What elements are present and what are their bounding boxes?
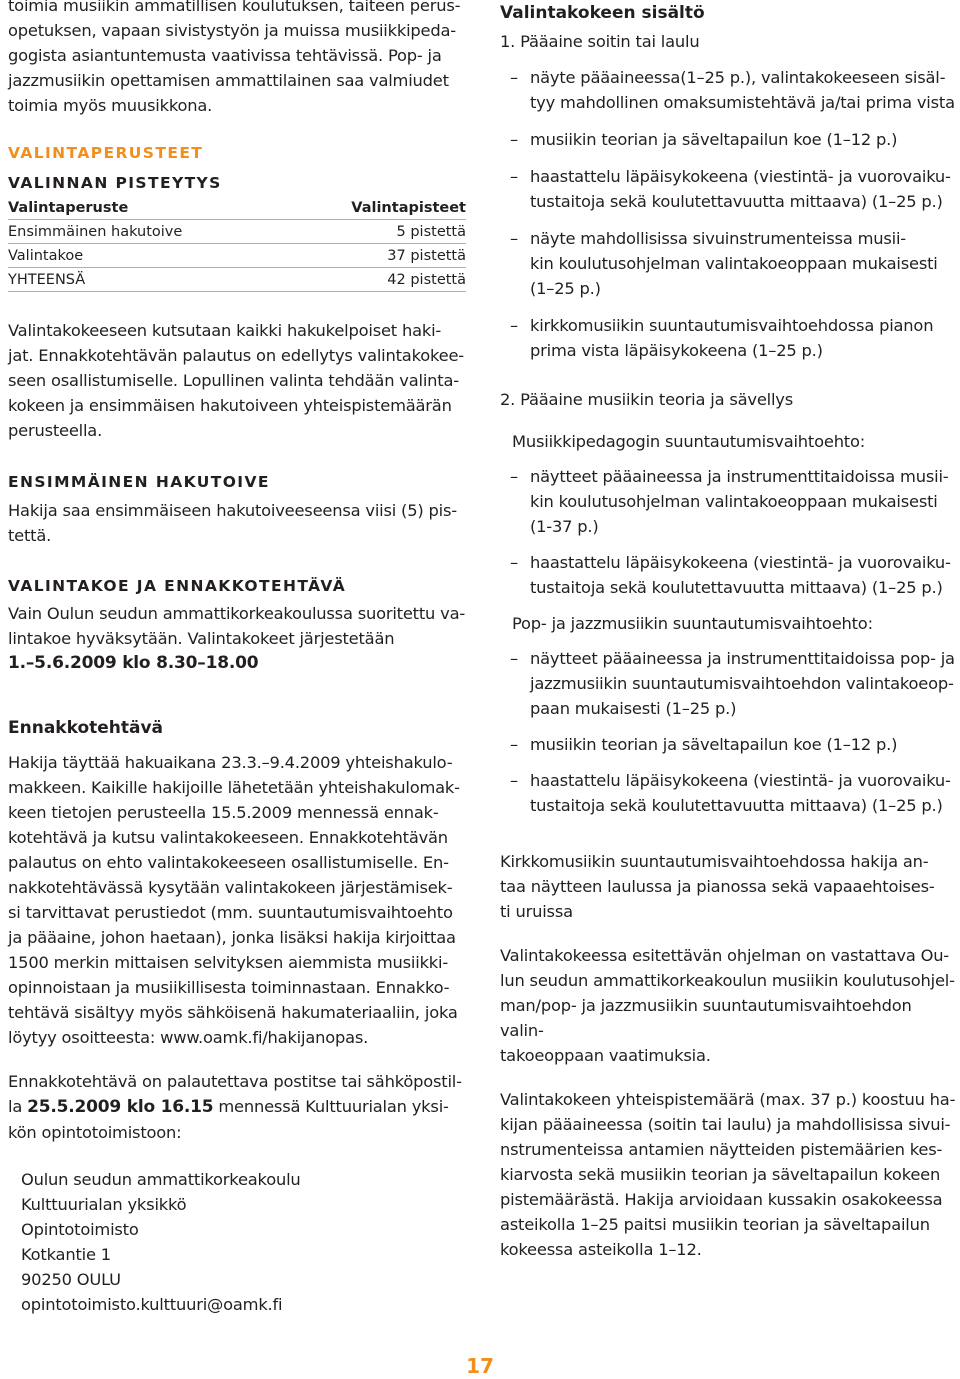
list-item xyxy=(500,313,958,363)
pop-jazz-list xyxy=(500,646,958,818)
text-line: löytyy osoitteesta: www.oamk.fi/hakijanopas. xyxy=(8,1028,369,1047)
text-line: taa näytteen laulussa ja pianossa sekä vapaaehtoises- xyxy=(500,877,935,896)
text-line: kotehtävä ja kutsu valintakokeeseen. Ennakkotehtävän xyxy=(8,828,448,847)
text-line: kokeen ja ensimmäisen hakutoiveen yhteispistemäärän xyxy=(8,396,452,415)
text-fragment: mennessä Kulttuurialan yksi- xyxy=(213,1097,449,1116)
text-line: lintakoe hyväksytään. Valintakokeet järjestetään xyxy=(8,629,395,648)
list-item xyxy=(500,65,958,115)
text-line: kin koulutusohjelman valintakoeoppaan mukaisesti xyxy=(530,492,938,511)
section-1-title: 1. Pääaine soitin tai laulu xyxy=(500,32,700,51)
text-line: ja pääaine, johon haetaan), jonka lisäksi hakija kirjoittaa xyxy=(8,928,456,947)
section-2-title: 2. Pääaine musiikin teoria ja sävellys xyxy=(500,390,793,409)
list-item xyxy=(500,127,958,152)
valinnan-pisteytys-heading: VALINNAN PISTEYTYS xyxy=(8,174,222,192)
score-table xyxy=(8,196,466,292)
text-line: man/pop- ja jazzmusiikin suuntautumisvaihtoehdon valin- xyxy=(500,996,912,1040)
table-cell: 5 pistettä xyxy=(284,220,466,244)
text-line: tettä. xyxy=(8,526,52,545)
list-item xyxy=(500,768,958,818)
text-line: nstrumenteissa antamien näytteiden pistemäärien kes- xyxy=(500,1140,943,1159)
text-line: tustaitoja sekä koulutettavuutta mittaava) (1–25 p.) xyxy=(530,192,943,211)
text-line: lun seudun ammattikorkeakoulun musiikin koulutusohjel- xyxy=(500,971,955,990)
text-line: seen osallistumiselle. Lopullinen valinta tehdään valinta- xyxy=(8,371,459,390)
ohjelma-paragraph xyxy=(500,943,958,1068)
list-item xyxy=(500,226,958,301)
text-line: 1500 merkin mittaisen selvityksen aiemmista musiikki- xyxy=(8,953,449,972)
text-line: – haastattelu läpäisykokeena (viestintä- ja vuorovaiku- xyxy=(530,167,951,186)
text-line: Valintakokeessa esitettävän ohjelman on vastattava Ou- xyxy=(500,946,949,965)
valintakoe-date: 1.–5.6.2009 klo 8.30–18.00 xyxy=(8,653,259,673)
table-row xyxy=(8,268,466,292)
page-number: 17 xyxy=(466,1354,494,1378)
list-item xyxy=(500,732,958,757)
text-line: Valintakokeeseen kutsutaan kaikki hakukelpoiset haki- xyxy=(8,321,442,340)
text-line: Vain Oulun seudun ammattikorkeakoulussa suoritettu va- xyxy=(8,604,466,623)
table-cell: Valintakoe xyxy=(8,244,284,268)
table-header-row xyxy=(8,196,466,220)
ennakko-paragraph xyxy=(8,750,468,1050)
table-cell: 37 pistettä xyxy=(284,244,466,268)
text-line: – näytteet pääaineessa ja instrumenttitaidoissa pop- ja xyxy=(530,649,955,668)
table-row xyxy=(8,220,466,244)
text-line: Kirkkomusiikin suuntautumisvaihtoehdossa hakija an- xyxy=(500,852,929,871)
table-cell: Ensimmäinen hakutoive xyxy=(8,220,284,244)
text-line: jat. Ennakkotehtävän palautus on edellytys valintakokee- xyxy=(8,346,464,365)
address-block xyxy=(8,1167,468,1317)
text-line: keen tietojen perusteella 15.5.2009 mennessä ennak- xyxy=(8,803,439,822)
intro-paragraph xyxy=(8,0,468,118)
text-line: jazzmusiikin opettamisen ammattilainen saa valmiudet xyxy=(8,71,449,90)
table-cell: YHTEENSÄ xyxy=(8,268,284,292)
email-link[interactable]: opintotoimisto.kulttuuri@oamk.fi xyxy=(21,1295,283,1314)
address-line: Kotkantie 1 xyxy=(21,1245,111,1264)
text-line: makkeen. Kaikille hakijoille lähetetään yhteishakulomak- xyxy=(8,778,460,797)
text-line: paan mukaisesti (1–25 p.) xyxy=(530,699,737,718)
text-line: ti uruissa xyxy=(500,902,573,921)
right-column xyxy=(500,0,958,1262)
list-item xyxy=(500,550,958,600)
text-line: tehtävä sisältyy myös sähköisenä hakumateriaaliin, joka xyxy=(8,1003,458,1022)
sisalto-heading: Valintakokeen sisältö xyxy=(500,3,705,23)
text-line: kijan pääaineessa (soitin tai laulu) ja mahdollisissa sivui- xyxy=(500,1115,951,1134)
text-line: – haastattelu läpäisykokeena (viestintä- ja vuorovaiku- xyxy=(530,771,951,790)
text-line: – haastattelu läpäisykokeena (viestintä- ja vuorovaiku- xyxy=(530,553,951,572)
ensimmainen-paragraph xyxy=(8,498,468,548)
address-line: Oulun seudun ammattikorkeakoulu xyxy=(21,1170,301,1189)
column-header: Valintapisteet xyxy=(284,196,466,220)
text-line: – musiikin teorian ja säveltapailun koe (1–12 p.) xyxy=(530,735,898,754)
kutsu-paragraph xyxy=(8,318,468,443)
text-line: – näyte pääaineessa(1–25 p.), valintakokeeseen sisäl- xyxy=(530,68,946,87)
list-item xyxy=(500,464,958,539)
pop-jazz-label: Pop- ja jazzmusiikin suuntautumisvaihtoehto: xyxy=(512,614,873,633)
text-line: toimia myös muusikkona. xyxy=(8,96,213,115)
yhteispistemaara-paragraph xyxy=(500,1087,958,1262)
text-line: palautus on ehto valintakokeeseen osallistumiselle. En- xyxy=(8,853,449,872)
ensimmainen-hakutoive-heading: ENSIMMÄINEN HAKUTOIVE xyxy=(8,473,270,491)
text-line: Valintakokeen yhteispistemäärä (max. 37 p.) koostuu ha- xyxy=(500,1090,956,1109)
text-line: prima vista läpäisykokeena (1–25 p.) xyxy=(530,341,823,360)
palautus-paragraph xyxy=(8,1069,468,1145)
text-line: – kirkkomusiikin suuntautumisvaihtoehdossa pianon xyxy=(530,316,934,335)
ennakkotehtava-heading: Ennakkotehtävä xyxy=(8,718,164,738)
text-line: Hakija täyttää hakuaikana 23.3.–9.4.2009 yhteishakulo- xyxy=(8,753,453,772)
text-line: – näytteet pääaineessa ja instrumenttitaidoissa musii- xyxy=(530,467,949,486)
text-line: – näyte mahdollisissa sivuinstrumenteissa musii- xyxy=(530,229,906,248)
valintakoe-heading: VALINTAKOE JA ENNAKKOTEHTÄVÄ xyxy=(8,577,347,595)
table-cell: 42 pistettä xyxy=(284,268,466,292)
text-line: tustaitoja sekä koulutettavuutta mittaava) (1–25 p.) xyxy=(530,578,943,597)
valintakoe-paragraph xyxy=(8,601,468,676)
text-line xyxy=(8,1094,468,1120)
address-line: 90250 OULU xyxy=(21,1270,121,1289)
text-line: nakkotehtävässä kysytään valintakokeen järjestämisek- xyxy=(8,878,453,897)
text-line: kokeessa asteikolla 1–12. xyxy=(500,1240,702,1259)
deadline-date: 25.5.2009 klo 16.15 xyxy=(27,1097,214,1117)
text-line: tyy mahdollinen omaksumistehtävä ja/tai prima vista xyxy=(530,93,955,112)
text-line: opetuksen, vapaan sivistystyön ja muissa musiikkipeda- xyxy=(8,21,456,40)
kirkkomusiikki-paragraph xyxy=(500,849,958,924)
list-item xyxy=(500,164,958,214)
musiikkipedagogi-list xyxy=(500,464,958,600)
text-line: perusteella. xyxy=(8,421,103,440)
text-line: gogista asiantuntemusta vaativissa tehtävissä. Pop- ja xyxy=(8,46,442,65)
text-line: Ennakkotehtävä on palautettava postitse tai sähköpostil- xyxy=(8,1072,462,1091)
text-line: takoeoppaan vaatimuksia. xyxy=(500,1046,711,1065)
text-line: jazzmusiikin suuntautumisvaihtoehdon valintakoeop- xyxy=(530,674,954,693)
text-line: si tarvittavat perustiedot (mm. suuntautumisvaihtoehto xyxy=(8,903,453,922)
text-line: asteikolla 1–25 paitsi musiikin teorian ja säveltapailun xyxy=(500,1215,930,1234)
table-row xyxy=(8,244,466,268)
text-line: kiarvosta sekä musiikin teorian ja säveltapailun kokeen xyxy=(500,1165,941,1184)
text-line: Hakija saa ensimmäiseen hakutoiveeseensa viisi (5) pis- xyxy=(8,501,457,520)
list-item xyxy=(500,646,958,721)
address-line: Kulttuurialan yksikkö xyxy=(21,1195,187,1214)
text-line: kön opintotoimistoon: xyxy=(8,1123,182,1142)
text-line: pistemäärästä. Hakija arvioidaan kussakin osakokeessa xyxy=(500,1190,943,1209)
section-1-list xyxy=(500,65,958,363)
text-line: (1–25 p.) xyxy=(530,279,601,298)
text-line: opinnoistaan ja musiikillisesta toiminnastaan. Ennakko- xyxy=(8,978,450,997)
text-line: tustaitoja sekä koulutettavuutta mittaava) (1–25 p.) xyxy=(530,796,943,815)
text-line: – musiikin teorian ja säveltapailun koe (1–12 p.) xyxy=(530,130,898,149)
left-column xyxy=(8,0,468,1317)
column-header: Valintaperuste xyxy=(8,196,284,220)
text-line: kin koulutusohjelman valintakoeoppaan mukaisesti xyxy=(530,254,938,273)
text-fragment: la xyxy=(8,1097,28,1116)
musiikkipedagogi-label: Musiikkipedagogin suuntautumisvaihtoehto: xyxy=(512,432,866,451)
valintaperusteet-heading: VALINTAPERUSTEET xyxy=(8,144,204,162)
text-line: (1-37 p.) xyxy=(530,517,599,536)
text-line: toimia musiikin ammatillisen koulutuksen, taiteen perus- xyxy=(8,0,461,15)
address-line: Opintotoimisto xyxy=(21,1220,139,1239)
